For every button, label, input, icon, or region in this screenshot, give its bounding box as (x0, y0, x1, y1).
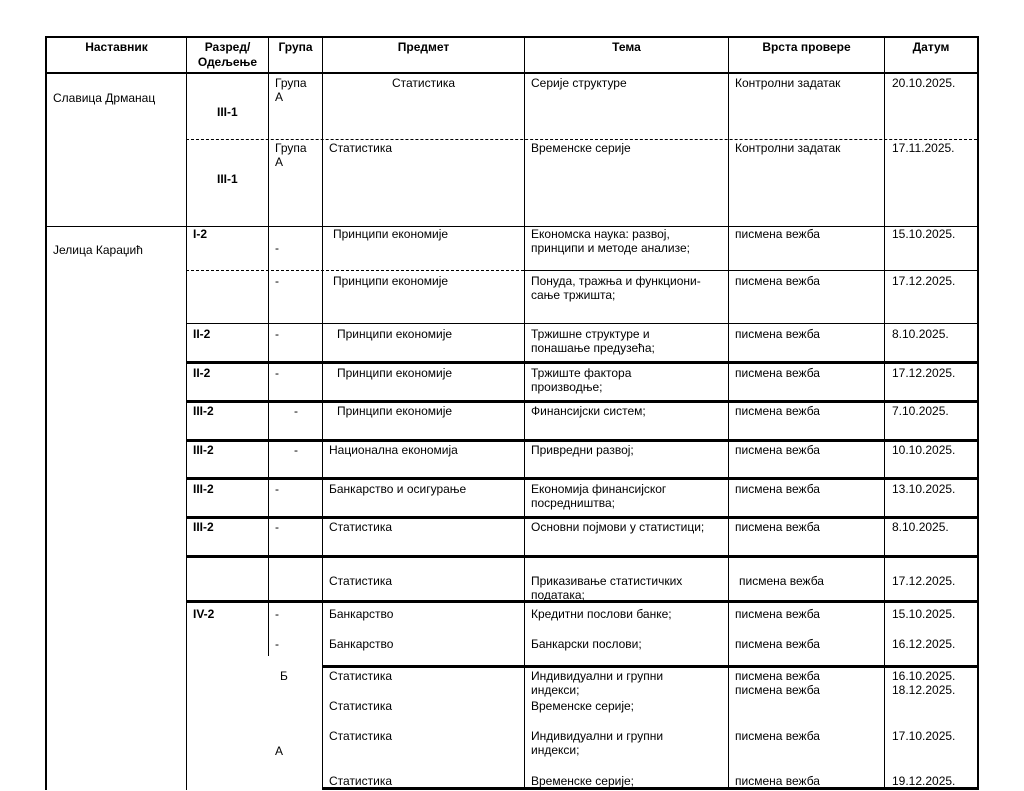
teacher-name: Јелица Караџић (53, 243, 143, 257)
grade-cell: II-2 (193, 366, 211, 380)
grade-cell: I-2 (193, 227, 208, 241)
topic-cell: Временске серије; (531, 699, 635, 713)
topic-cell: Кредитни послови банке; (531, 607, 672, 621)
date-cell: 19.12.2025. (892, 774, 956, 788)
check-type-cell: писмена вежба (735, 227, 820, 241)
date-cell: 17.10.2025. (892, 729, 956, 743)
check-type-cell: писмена вежба (735, 482, 820, 496)
subject-cell: Статистика (329, 669, 393, 683)
subject-cell: Статистика (329, 520, 393, 534)
group-cell: - (275, 482, 279, 496)
subject-cell: Статистика (329, 729, 393, 743)
check-type-cell: писмена вежба (735, 683, 820, 697)
topic-cell: Серије структуре (531, 76, 627, 90)
check-type-cell: писмена вежба (735, 520, 820, 534)
topic-cell: Индивидуални и групни (531, 669, 664, 683)
date-cell: 8.10.2025. (892, 520, 949, 534)
topic-cell: производње; (531, 380, 603, 394)
check-type-cell: писмена вежба (735, 637, 820, 651)
group-cell: А (275, 744, 284, 758)
grade-cell: III-2 (193, 482, 214, 496)
grade-cell: III-2 (193, 443, 214, 457)
group-cell: - (275, 520, 279, 534)
topic-cell: Тржиште фактора (531, 366, 632, 380)
topic-cell: индекси; (531, 683, 580, 697)
check-type-cell: писмена вежба (735, 607, 820, 621)
check-type-cell: писмена вежба (735, 774, 820, 788)
check-type-cell: писмена вежба (735, 404, 820, 418)
check-type-cell: писмена вежба (735, 327, 820, 341)
group-cell: - (294, 443, 298, 457)
topic-cell: Економија финансијског (531, 482, 667, 496)
subject-cell: Банкарство (329, 637, 394, 651)
subject-cell: Принципи економије (337, 327, 453, 341)
teacher-name: Славица Дрманац (53, 91, 156, 105)
header-teacher: Наставник (85, 40, 148, 54)
header-topic: Тема (612, 40, 641, 54)
grade-cell: III-1 (217, 105, 238, 119)
check-type-cell: писмена вежба (735, 274, 820, 288)
date-cell: 13.10.2025. (892, 482, 956, 496)
topic-cell: принципи и методе анализе; (531, 241, 691, 255)
header-grade-line1: Разред/ (204, 40, 251, 54)
topic-cell: Основни појмови у статистици; (531, 520, 705, 534)
subject-cell: Банкарство и осигурање (329, 482, 467, 496)
group-cell: А (275, 90, 284, 104)
group-cell: - (275, 637, 279, 651)
group-cell: - (275, 327, 279, 341)
subject-cell: Принципи економије (333, 274, 449, 288)
header-group: Група (278, 40, 313, 54)
topic-cell: Индивидуални и групни (531, 729, 664, 743)
check-type-cell: писмена вежба (739, 574, 824, 588)
check-type-cell: писмена вежба (735, 443, 820, 457)
subject-cell: Принципи економије (333, 227, 449, 241)
topic-cell: Привредни развој; (531, 443, 634, 457)
grade-cell: III-2 (193, 404, 214, 418)
date-cell: 20.10.2025. (892, 76, 956, 90)
topic-cell: индекси; (531, 743, 580, 757)
grade-cell: II-2 (193, 327, 211, 341)
group-cell: - (294, 404, 298, 418)
header-subject: Предмет (397, 40, 450, 54)
topic-cell: Тржишне структуре и (531, 327, 650, 341)
topic-cell: Приказивање статистичких (531, 574, 683, 588)
group-cell: Група (275, 76, 307, 90)
date-cell: 17.12.2025. (892, 366, 956, 380)
group-cell: - (275, 607, 279, 621)
grade-cell: III-2 (193, 520, 214, 534)
subject-cell: Банкарство (329, 607, 394, 621)
topic-cell: података; (531, 588, 585, 602)
check-type-cell: писмена вежба (735, 366, 820, 380)
grade-cell: III-1 (217, 172, 238, 186)
date-cell: 16.12.2025. (892, 637, 956, 651)
date-cell: 15.10.2025. (892, 227, 956, 241)
topic-cell: Банкарски послови; (531, 637, 642, 651)
group-cell: А (275, 155, 284, 169)
topic-cell: Економска наука: развој, (531, 227, 670, 241)
group-cell: Б (280, 669, 288, 683)
date-cell: 16.10.2025. (892, 669, 956, 683)
date-cell: 18.12.2025. (892, 683, 956, 697)
check-type-cell: писмена вежба (735, 669, 820, 683)
date-cell: 7.10.2025. (892, 404, 949, 418)
date-cell: 15.10.2025. (892, 607, 956, 621)
header-date: Датум (912, 40, 950, 54)
topic-cell: Временске серије; (531, 774, 635, 788)
check-type-cell: Контролни задатак (735, 76, 841, 90)
date-cell: 17.12.2025. (892, 574, 956, 588)
subject-cell: Статистика (329, 699, 393, 713)
date-cell: 8.10.2025. (892, 327, 949, 341)
subject-cell: Национална економија (329, 443, 458, 457)
topic-cell: Временске серије (531, 141, 631, 155)
group-cell: - (275, 274, 279, 288)
subject-cell: Статистика (391, 76, 456, 90)
subject-cell: Принципи економије (337, 404, 453, 418)
topic-cell: сање тржишта; (531, 288, 616, 302)
subject-cell: Статистика (329, 141, 393, 155)
group-cell: Група (275, 141, 307, 155)
topic-cell: понашање предузећа; (531, 341, 655, 355)
header-grade-line2: Одељење (197, 55, 258, 69)
date-cell: 17.11.2025. (892, 141, 955, 155)
date-cell: 10.10.2025. (892, 443, 956, 457)
group-cell: - (275, 366, 279, 380)
date-cell: 17.12.2025. (892, 274, 956, 288)
subject-cell: Принципи економије (337, 366, 453, 380)
group-cell: - (275, 241, 279, 255)
check-type-cell: писмена вежба (735, 729, 820, 743)
subject-cell: Статистика (329, 574, 393, 588)
header-check-type: Врста провере (762, 40, 851, 54)
grade-cell: IV-2 (193, 607, 215, 621)
topic-cell: посредништва; (531, 496, 615, 510)
check-type-cell: Контролни задатак (735, 141, 841, 155)
topic-cell: Понуда, тражња и функциони- (531, 274, 701, 288)
topic-cell: Финансијски систем; (531, 404, 646, 418)
subject-cell: Статистика (329, 774, 393, 788)
